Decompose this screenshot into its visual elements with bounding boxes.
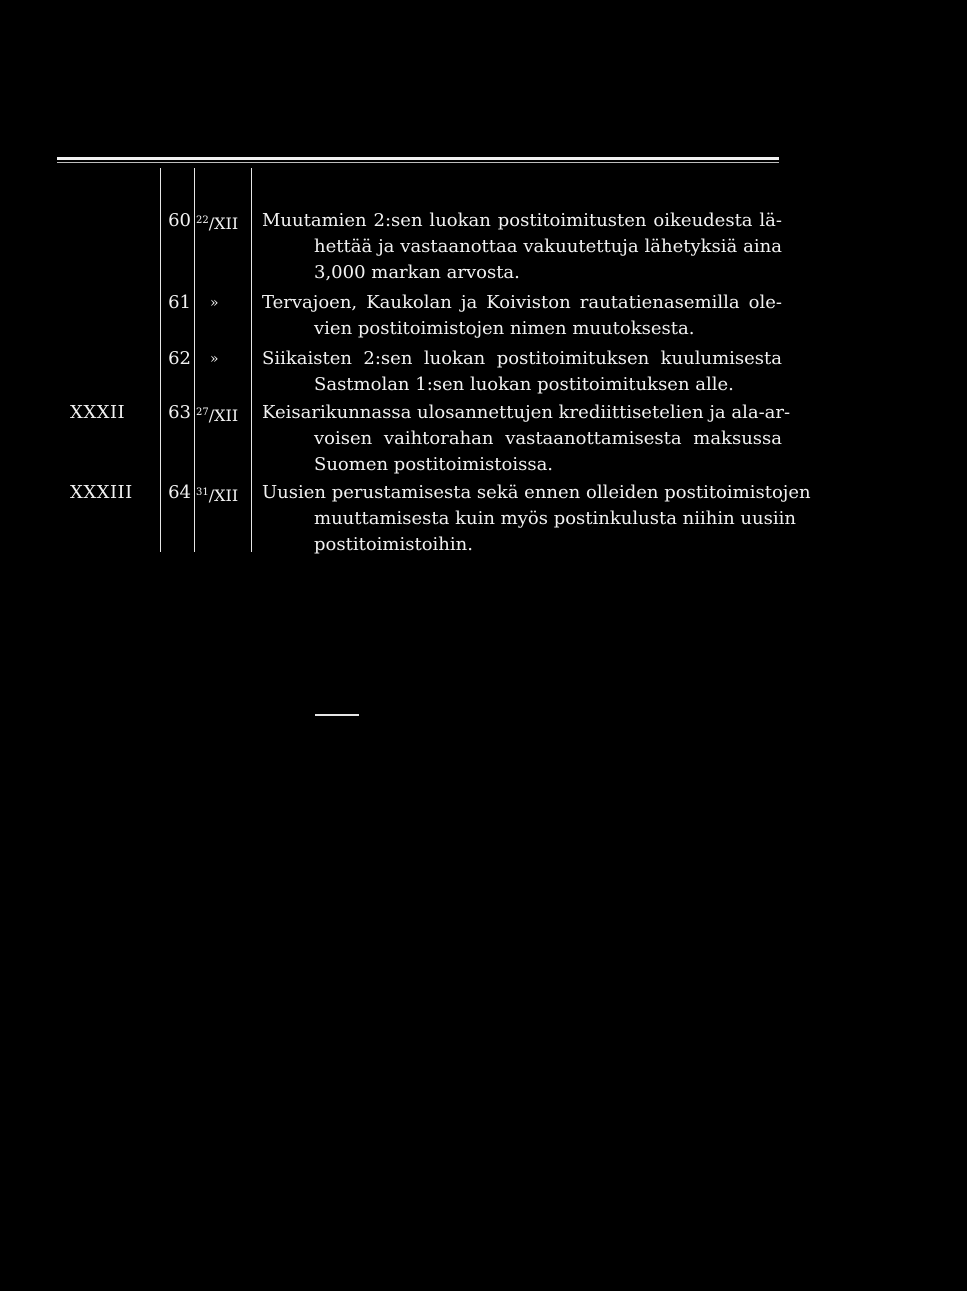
column-divider-roman bbox=[160, 168, 161, 552]
entry-date bbox=[196, 480, 250, 509]
date-day: 22 bbox=[196, 215, 209, 226]
date-day: 31 bbox=[196, 487, 209, 498]
entry-text-line: muuttamisesta kuin myös postinkulusta niihin uusiin bbox=[314, 508, 796, 529]
date-day: 27 bbox=[196, 407, 209, 418]
ditto-mark: » bbox=[210, 351, 219, 367]
date-month: /XII bbox=[208, 214, 239, 233]
entry-date bbox=[196, 400, 250, 429]
entry-text bbox=[262, 208, 782, 286]
date-month: /XII bbox=[208, 406, 239, 425]
entry-number: 63 bbox=[168, 402, 191, 423]
entry-number: 64 bbox=[168, 482, 191, 503]
entry-text-line: Suomen postitoimistoissa. bbox=[314, 454, 554, 475]
entry-text-line: voisen vaihtorahan vastaanottamisesta maksussa bbox=[314, 428, 782, 449]
entry-number: 62 bbox=[168, 348, 191, 369]
entry-date bbox=[196, 208, 250, 237]
entry-text bbox=[262, 346, 782, 398]
entry-number: 60 bbox=[168, 210, 191, 231]
entry-text bbox=[262, 480, 811, 558]
entry-text-line: hettää ja vastaanottaa vakuutettuja lähetyksiä aina bbox=[314, 236, 782, 257]
entry-text-line: Muutamien 2:sen luokan postitoimitusten oikeudesta lä- bbox=[262, 210, 782, 231]
entry-text-line: Uusien perustamisesta sekä ennen olleiden postitoimistojen bbox=[262, 482, 811, 503]
entry-text-line: Keisarikunnassa ulosannettujen krediittisetelien ja ala-ar- bbox=[262, 402, 791, 423]
entry-text bbox=[262, 290, 782, 342]
ditto-mark: » bbox=[210, 295, 219, 311]
entry-text-line: Tervajoen, Kaukolan ja Koiviston rautatienasemilla ole- bbox=[262, 292, 782, 313]
entry-text-line: Siikaisten 2:sen luokan postitoimituksen kuulumisesta bbox=[262, 348, 782, 369]
roman-numeral: XXXII bbox=[70, 402, 126, 423]
entry-text-line: Sastmolan 1:sen luokan postitoimituksen alle. bbox=[314, 374, 734, 395]
column-divider-number bbox=[194, 168, 195, 552]
date-month: /XII bbox=[208, 486, 239, 505]
entry-number: 61 bbox=[168, 292, 191, 313]
end-rule bbox=[315, 714, 359, 716]
column-divider-date bbox=[251, 168, 252, 552]
top-rule bbox=[57, 157, 779, 160]
roman-numeral: XXXIII bbox=[70, 482, 133, 503]
entry-text-line: postitoimistoihin. bbox=[314, 534, 473, 555]
entry-text-line: 3,000 markan arvosta. bbox=[314, 262, 520, 283]
top-rule-thin bbox=[57, 162, 779, 163]
entry-text bbox=[262, 400, 791, 478]
entry-text-line: vien postitoimistojen nimen muutoksesta. bbox=[314, 318, 695, 339]
